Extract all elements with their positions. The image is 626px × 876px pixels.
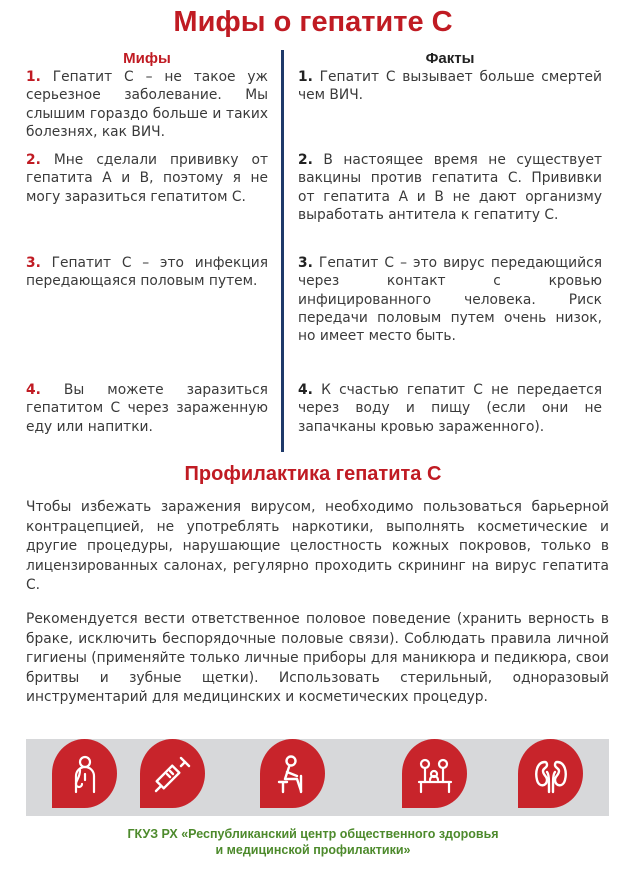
syringe-icon — [140, 739, 205, 808]
fact-text: В настоящее время не существует вакцины против гепатита С. Прививки от гепатита А и В не дают организму выработать антитела к гепатиту С. — [298, 152, 603, 223]
footer-organization — [0, 826, 626, 858]
fact-item-4 — [298, 381, 602, 436]
fact-number: 2. — [298, 152, 313, 168]
myth-text: Гепатит С – не такое уж серьезное заболевание. Мы слышим гораздо больше и таких болезнях, как ВИЧ. — [26, 69, 268, 140]
myth-number: 4. — [26, 382, 41, 398]
kidneys-icon — [518, 739, 583, 808]
myth-number: 2. — [26, 152, 41, 168]
person-sitting-icon — [260, 739, 325, 808]
myth-number: 1. — [26, 69, 41, 85]
myth-text: Мне сделали прививку от гепатита А и В, поэтому я не могу заразиться гепатитом С. — [26, 152, 268, 205]
myth-item-4 — [26, 381, 268, 436]
fact-number: 4. — [298, 382, 313, 398]
facts-header: Факты — [425, 50, 475, 67]
doctor-icon — [52, 739, 117, 808]
fact-item-1 — [298, 68, 602, 105]
myth-item-1 — [26, 68, 268, 141]
fact-text: К счастью гепатит С не передается через воду и пищу (если они не запачканы кровью зараженного). — [298, 382, 603, 435]
prevention-paragraph-2: Рекомендуется вести ответственное половое поведение (хранить верность в браке, исключить беспорядочные половые связи). Соблюдать правила личной гигиены (применяйте только личные приборы для маникюра и педикюра, свои бритвы и зубные щетки). Использовать стерильный, одноразовый инструментарий для медицинских и косметических процедур. — [26, 611, 609, 706]
fact-text: Гепатит С вызывает больше смертей чем ВИЧ. — [298, 69, 602, 104]
fact-number: 3. — [298, 255, 313, 271]
myth-text: Вы можете заразиться гепатитом С через зараженную еду или напитки. — [26, 382, 268, 435]
footer-line-1: ГКУЗ РХ «Республиканский центр общественного здоровья — [127, 827, 499, 841]
family-icon — [402, 739, 467, 808]
footer-line-2: и медицинской профилактики» — [215, 843, 411, 857]
myth-text: Гепатит С – это инфекция передающаяся половым путем. — [26, 255, 268, 290]
fact-text: Гепатит С – это вирус передающийся через контакт с кровью инфицированного человека. Риск передачи половым путем очень низок, но имеет место быть. — [298, 255, 602, 345]
myths-header: Мифы — [123, 50, 171, 67]
fact-item-2 — [298, 151, 602, 224]
myth-number: 3. — [26, 255, 41, 271]
page-title: Мифы о гепатите С — [173, 6, 453, 38]
prevention-paragraph-1: Чтобы избежать заражения вирусом, необходимо пользоваться барьерной контрацепцией, не употреблять наркотики, выполнять косметические и другие процедуры, нарушающие целостность кожных покровов, только в лицензированных салонах, регулярно проходить скрининг на вирус гепатита С. — [26, 499, 609, 594]
column-divider — [281, 50, 284, 452]
myth-item-3 — [26, 254, 268, 291]
fact-number: 1. — [298, 69, 313, 85]
myth-item-2 — [26, 151, 268, 206]
fact-item-3 — [298, 254, 602, 345]
prevention-title: Профилактика гепатита С — [184, 463, 442, 485]
